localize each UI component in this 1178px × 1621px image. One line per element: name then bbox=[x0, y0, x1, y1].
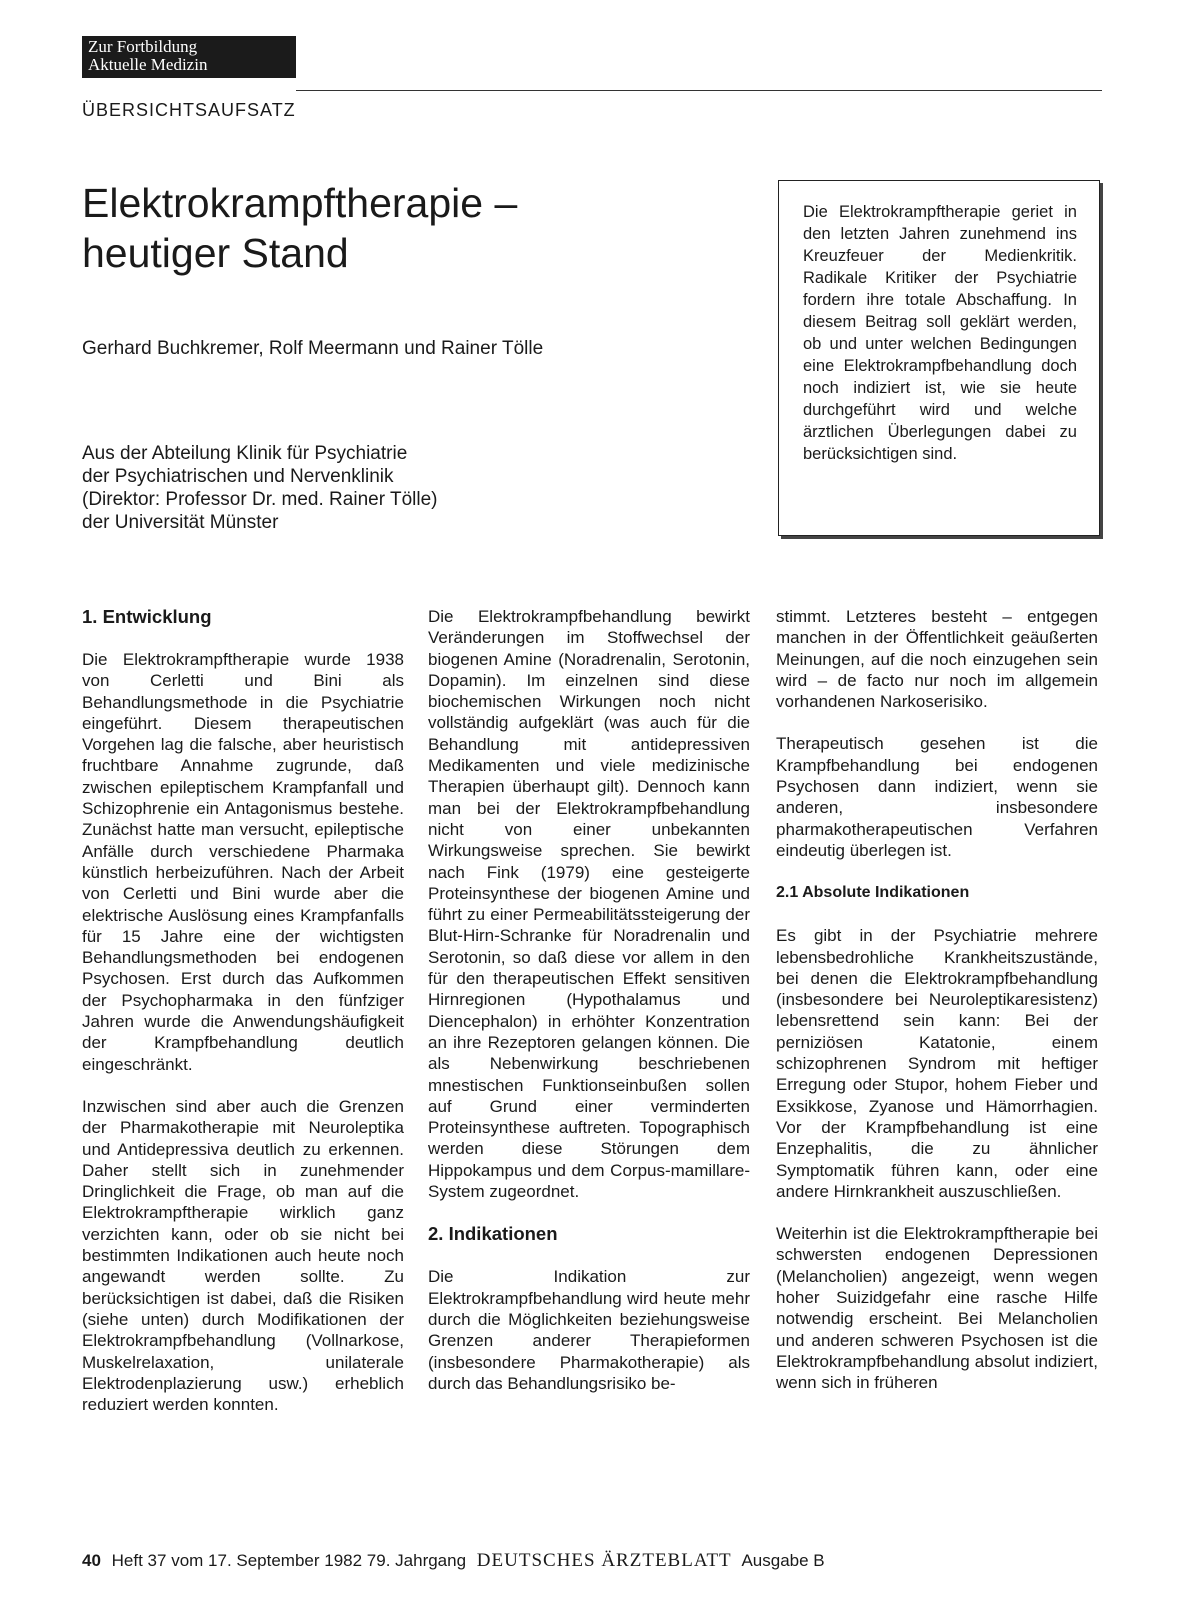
page-footer bbox=[82, 1550, 825, 1572]
paragraph: Die Elektrokrampfbehandlung bewirkt Veränderungen im Stoffwechsel der biogenen Amine (Noradrenalin, Serotonin, Dopamin). Im einzelnen sind diese biochemischen Wirkungen noch nicht vollständig aufgeklärt (was auch für die Behandlung mit antidepressiven Medikamenten und viele medizinische Therapien überhaupt gilt). Dennoch kann man bei der Elektrokrampfbehandlung nicht von einer unbekannten Wirkungsweise sprechen. Sie bewirkt nach Fink (1979) eine gesteigerte Proteinsynthese der biogenen Amine und führt zu einer Permeabilitätssteigerung der Blut-Hirn-Schranke für Noradrenalin und Serotonin, so daß diese vor allem in den für den therapeutischen Effekt sensitiven Hirnregionen (Hypothalamus und Diencephalon) in erhöhter Konzentration an ihre Rezeptoren gelangen können. Die als Nebenwirkung beschriebenen mnestischen Funktionseinbußen sollen auf Grund einer verminderten Proteinsynthese auftreten. Topographisch werden diese Störungen dem Hippokampus und dem Corpus-mamillare-System zugeordnet. bbox=[428, 607, 750, 1202]
affiliation-line: (Direktor: Professor Dr. med. Rainer Tölle) bbox=[82, 489, 438, 510]
section-heading-indikationen: 2. Indikationen bbox=[428, 1223, 558, 1245]
section-heading-entwicklung: 1. Entwicklung bbox=[82, 606, 212, 627]
section-label: ÜBERSICHTSAUFSATZ bbox=[82, 100, 296, 120]
text-column-1 bbox=[82, 606, 404, 1436]
header-rule bbox=[296, 90, 1102, 91]
authors: Gerhard Buchkremer, Rolf Meermann und Rainer Tölle bbox=[82, 338, 544, 359]
issue-info: Heft 37 vom 17. September 1982 79. Jahrgang bbox=[111, 1551, 467, 1570]
article-title bbox=[82, 178, 517, 278]
subsection-heading-absolute-indikationen: 2.1 Absolute Indikationen bbox=[776, 884, 970, 902]
paragraph: Es gibt in der Psychiatrie mehrere lebensbedrohliche Krankheitszustände, bei denen die Elektrokrampfbehandlung (insbesondere bei Neuroleptikaresistenz) lebensrettend sein kann: Bei der perniziösen Katatonie, einem schizophrenen Syndrom mit heftiger Erregung oder Stupor, hohem Fieber und Exsikkose, Zyanose und Hämorrhagien. Vor der Krampfbehandlung ist eine Enzephalitis, die zu ähnlicher Symptomatik führen kann, oder eine andere Hirnkrankheit auszuschließen. bbox=[776, 926, 1098, 1201]
title-line-1: Elektrokrampftherapie – bbox=[82, 180, 518, 226]
paragraph: Weiterhin ist die Elektrokrampftherapie bei schwersten endogenen Depressionen (Melancholien) angezeigt, wenn wegen hoher Suizidgefahr eine rasche Hilfe notwendig erscheint. Bei Melancholien und anderen schweren Psychosen ist die Elektrokrampfbehandlung absolut indiziert, wenn sich in früheren bbox=[776, 1224, 1098, 1393]
paragraph: Inzwischen sind aber auch die Grenzen der Pharmakotherapie mit Neuroleptika und Antidepressiva deutlich zu erkennen. Daher stellt sich in zunehmender Dringlichkeit die Frage, ob man auf die Elektrokrampftherapie wirklich ganz verzichten kann, oder ob sie nicht bei bestimmten Indikationen auch heute noch angewandt werden sollte. Zu berücksichtigen ist dabei, daß die Risiken (siehe unten) durch Modifikationen der Elektrokrampfbehandlung (Vollnarkose, Muskelrelaxation, unilaterale Elektrodenplazierung usw.) erheblich reduziert werden konnten. bbox=[82, 1096, 404, 1415]
text-column-3 bbox=[776, 606, 1098, 1415]
paragraph: Therapeutisch gesehen ist die Krampfbehandlung bei endogenen Psychosen dann indiziert, wenn sie anderen, insbesondere pharmakotherapeutischen Verfahren eindeutig überlegen ist. bbox=[776, 734, 1098, 860]
masthead-line-1: Zur Fortbildung bbox=[88, 37, 198, 56]
abstract-box bbox=[778, 180, 1100, 536]
abstract-text: Die Elektrokrampftherapie geriet in den letzten Jahren zunehmend ins Kreuzfeuer der Medienkritik. Radikale Kritiker der Psychiatrie fordern ihre totale Abschaffung. In diesem Beitrag soll geklärt werden, ob und unter welchen Bedingungen eine Elektrokrampfbehandlung doch noch indiziert ist, wie sie heute durchgeführt wird und welche ärztlichen Überlegungen dabei zu berücksichtigen sind. bbox=[803, 203, 1077, 463]
affiliation-line: Aus der Abteilung Klinik für Psychiatrie bbox=[82, 443, 408, 464]
page-number: 40 bbox=[82, 1551, 101, 1570]
edition: Ausgabe B bbox=[741, 1551, 825, 1570]
paragraph: stimmt. Letzteres besteht – entgegen manchen in der Öffentlichkeit geäußerten Meinungen, auf die noch einzugehen sein wird – de facto nur noch im allgemein vorhandenen Narkoserisiko. bbox=[776, 607, 1098, 712]
journal-name: DEUTSCHES ÄRZTEBLATT bbox=[476, 1550, 732, 1571]
affiliation-line: der Universität Münster bbox=[82, 512, 279, 533]
affiliation-line: der Psychiatrischen und Nervenklinik bbox=[82, 466, 394, 487]
paragraph: Die Elektrokrampftherapie wurde 1938 von Cerletti und Bini als Behandlungsmethode in die Psychiatrie eingeführt. Diesem therapeutischen Vorgehen lag die falsche, aber heuristisch fruchtbare Annahme zugrunde, daß zwischen epileptischem Krampfanfall und Schizophrenie ein Antagonismus bestehe. Zunächst hatte man versucht, epileptische Anfälle durch verschiedene Pharmaka künstlich herbeizuführen. Nach der Arbeit von Cerletti und Bini wurde aber die elektrische Auslösung eines Krampfanfalls für 15 Jahre eine der wichtigsten Behandlungsmethoden bei endogenen Psychosen. Erst durch das Aufkommen der Psychopharmaka in den fünfziger Jahren wurde die Anwendungshäufigkeit der Krampfbehandlung deutlich eingeschränkt. bbox=[82, 650, 404, 1074]
affiliation bbox=[82, 442, 437, 534]
title-line-2: heutiger Stand bbox=[82, 230, 349, 276]
masthead-badge bbox=[82, 36, 296, 78]
masthead-line-2: Aktuelle Medizin bbox=[88, 55, 208, 74]
paragraph: Die Indikation zur Elektrokrampfbehandlung wird heute mehr durch die Möglichkeiten beziehungsweise Grenzen anderer Therapieformen (insbesondere Pharmakotherapie) als durch das Behandlungsrisiko be- bbox=[428, 1267, 750, 1393]
text-column-2 bbox=[428, 606, 750, 1415]
